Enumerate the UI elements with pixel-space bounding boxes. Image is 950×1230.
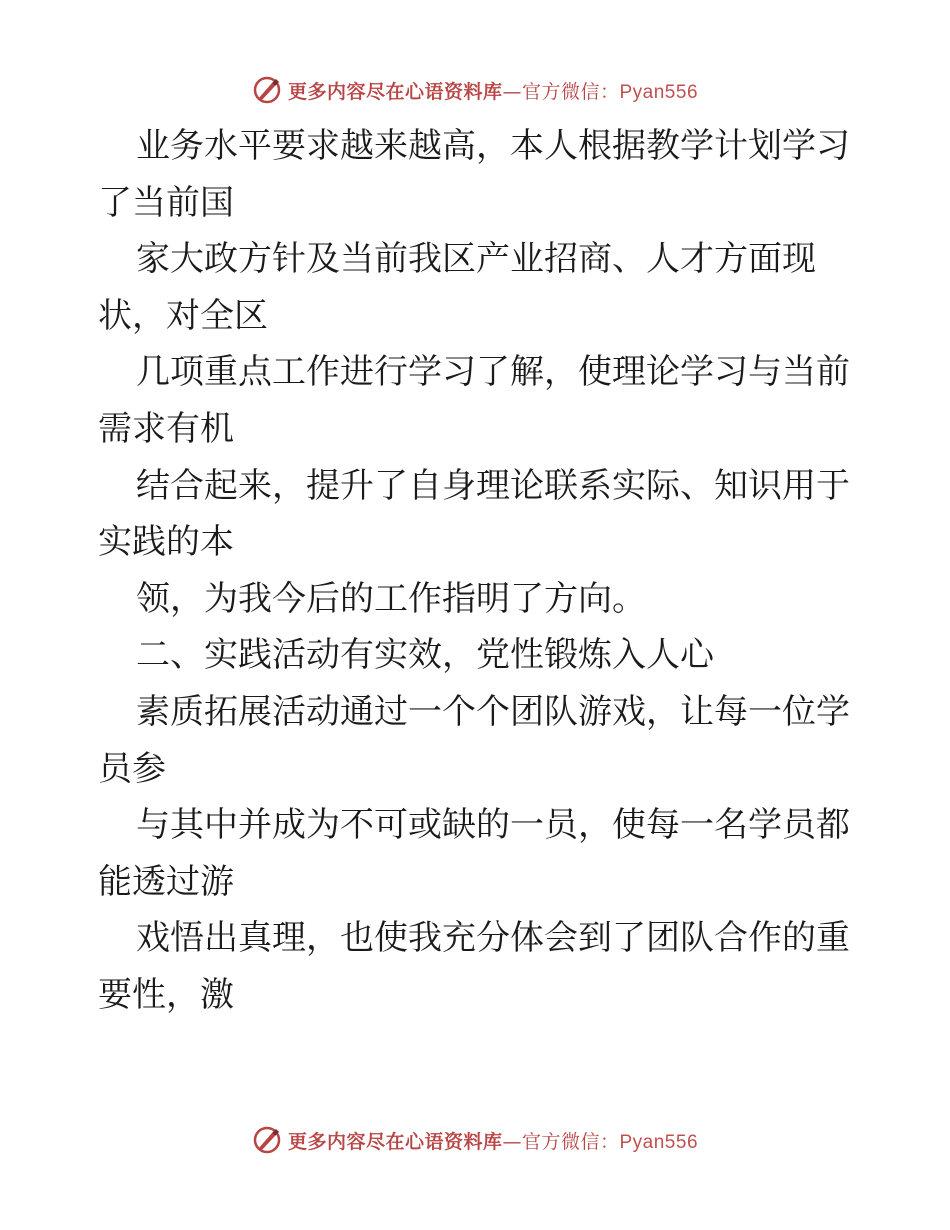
watermark-text [288,77,698,104]
text-line: 能透过游 [98,861,234,902]
watermark-wechat-id: Pyan556 [619,1131,699,1153]
watermark-dash: — [502,1130,522,1153]
header-watermark [0,70,950,110]
watermark-dash: — [502,80,522,103]
watermark-text [288,1127,698,1154]
text-line: 家大政方针及当前我区产业招商、人才方面现 [136,239,816,280]
watermark-wechat-label: 官方微信： [521,80,620,103]
text-line: 实践的本 [98,522,234,563]
footer-watermark [0,1120,950,1160]
text-line: 领，为我今后的工作指明了方向。 [136,578,646,619]
pen-logo-icon [252,75,282,105]
text-line: 与其中并成为不可或缺的一员，使每一名学员都 [136,805,850,846]
text-line: 戏悟出真理，也使我充分体会到了团队合作的重 [136,918,850,959]
text-line: 几项重点工作进行学习了解，使理论学习与当前 [136,352,850,393]
text-line: 结合起来，提升了自身理论联系实际、知识用于 [136,465,850,506]
text-line: 需求有机 [98,408,234,449]
text-line: 素质拓展活动通过一个个团队游戏，让每一位学 [136,691,850,732]
watermark-brand: 更多内容尽在心语资料库 [287,1130,503,1153]
watermark-wechat-label: 官方微信： [521,1130,620,1153]
watermark-wechat-id: Pyan556 [619,81,699,103]
text-line: 员参 [98,748,166,789]
text-line: 要性，激 [98,974,234,1015]
document-body [98,118,858,1024]
text-line: 了当前国 [98,182,234,223]
text-line: 二、实践活动有实效，党性锻炼入人心 [136,635,714,676]
text-line: 业务水平要求越来越高，本人根据教学计划学习 [136,126,850,166]
pen-logo-icon [252,1125,282,1155]
text-line: 状，对全区 [98,295,268,336]
watermark-brand: 更多内容尽在心语资料库 [287,80,503,103]
